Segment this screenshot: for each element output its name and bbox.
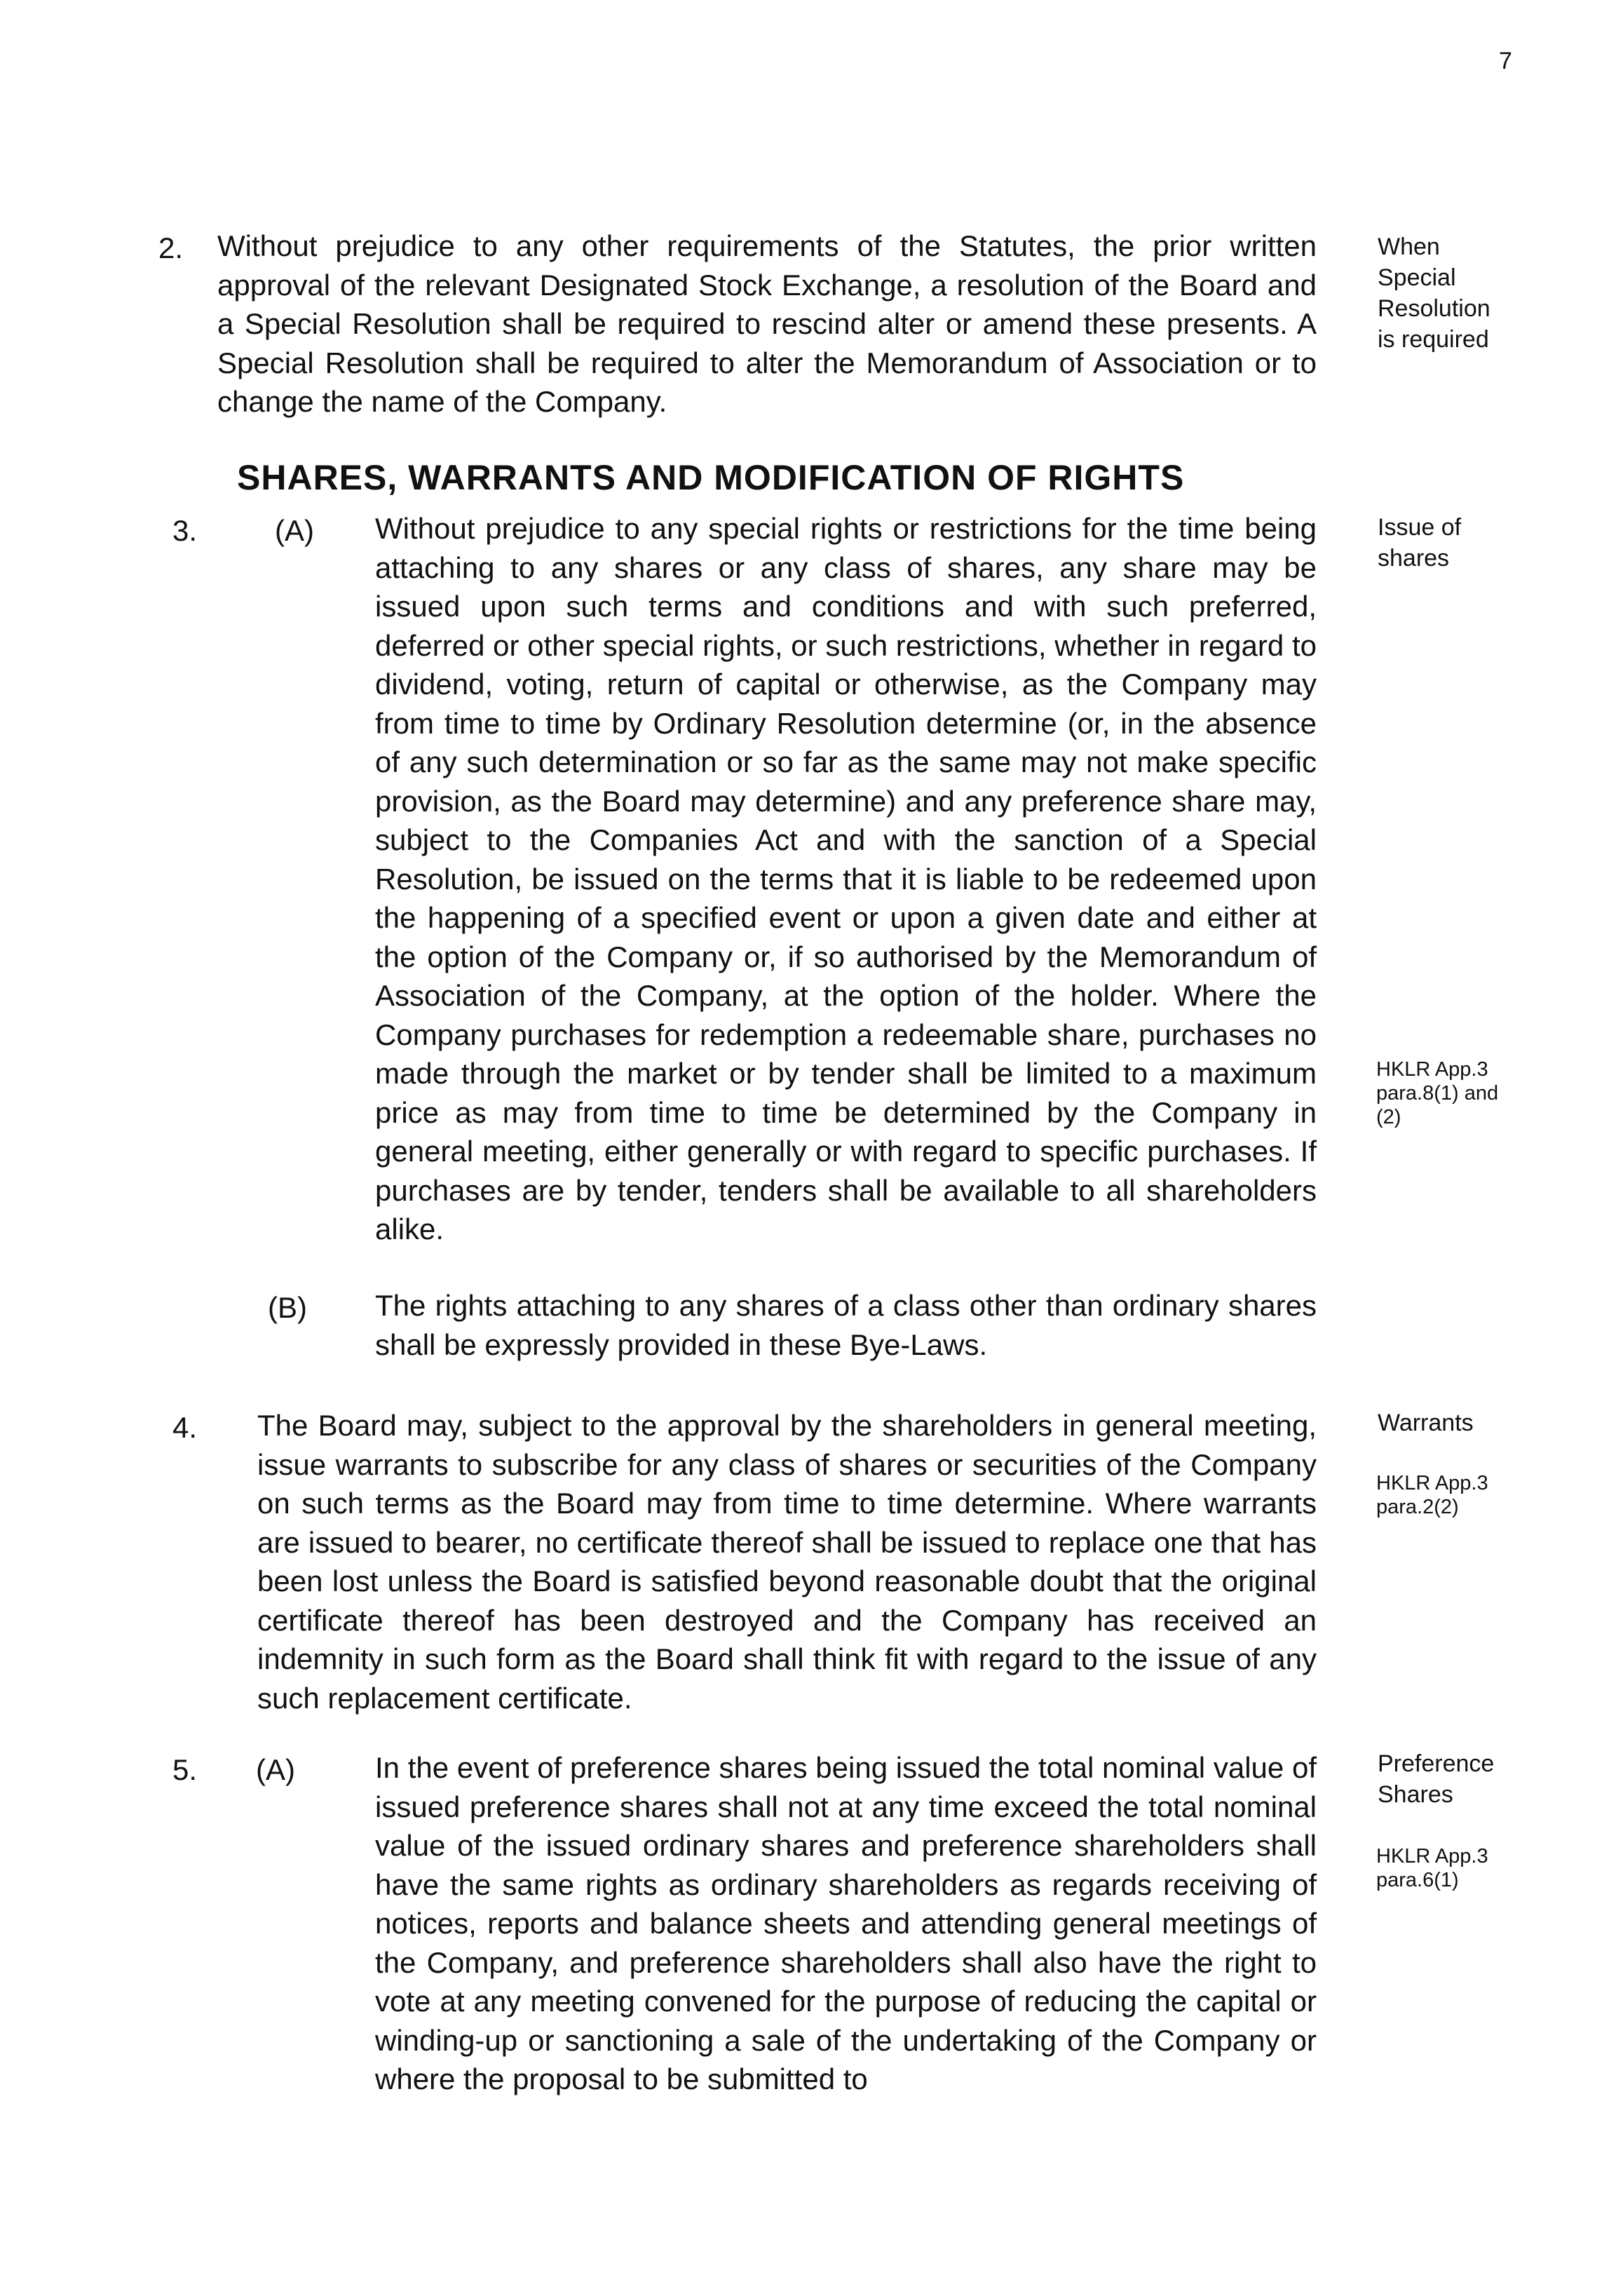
clause-5-margin-ref: HKLR App.3 para.6(1) <box>1376 1845 1488 1891</box>
clause-4-margin-note: Warrants <box>1378 1410 1474 1436</box>
clause-4-number: 4. <box>172 1411 198 1444</box>
clause-2-margin-note: When Special Resolution is required <box>1378 234 1490 353</box>
clause-2-text: Without prejudice to any other requirements of the Statutes, the prior written approval of the relevant Designated Stock Exchange, a resolution of the Board and a Special Resolution shall be required to rescind alter or amend these presents. A Special Resolution shall be required to alter the Memorandum of Association or to change the name of the Company. <box>217 229 1317 418</box>
clause-5-margin-note: Preference Shares <box>1378 1750 1495 1808</box>
page-number: 7 <box>1499 48 1512 74</box>
clause-5a-text: In the event of preference shares being issued the total nominal value of issued preference shares shall not at any time exceed the total nominal value of the issued ordinary shares and preference shareholders shall have the same rights as ordinary shareholders as regards receiving of notices, reports and balance sheets and attending general meetings of the Company, and preference shareholders shall also have the right to vote at any meeting convened for the purpose of reducing the capital or winding-up or sanctioning a sale of the undertaking of the Company or where the proposal to be submitted to <box>375 1751 1317 2095</box>
clause-3b-text: The rights attaching to any shares of a class other than ordinary shares shall be expressly provided in these Bye-Laws. <box>375 1289 1317 1361</box>
clause-3-margin-note: Issue of shares <box>1378 514 1462 572</box>
clause-3-margin-ref: HKLR App.3 para.8(1) and (2) <box>1376 1058 1499 1128</box>
section-heading: SHARES, WARRANTS AND MODIFICATION OF RIGHTS <box>237 458 1185 497</box>
clause-4-margin-ref: HKLR App.3 para.2(2) <box>1376 1472 1488 1518</box>
clause-3-number: 3. <box>172 514 198 547</box>
clause-4-text: The Board may, subject to the approval by the shareholders in general meeting, issue warrants to subscribe for any class of shares or securities of the Company on such terms as the Board may from time to time determine. Where warrants are issued to bearer, no certificate thereof shall be issued to replace one that has been lost unless the Board is satisfied beyond reasonable doubt that the original certificate thereof has been destroyed and the Company has received an indemnity in such form as the Board shall think fit with regard to the issue of any such replacement certificate. <box>257 1409 1317 1715</box>
clause-3a-text: Without prejudice to any special rights or restrictions for the time being attaching to any shares or any class of shares, any share may be issued upon such terms and conditions and with such preferred, deferred or other special rights, or such restrictions, whether in regard to dividend, voting, return of capital or otherwise, as the Company may from time to time by Ordinary Resolution determine (or, in the absence of any such determination or so far as the same may not make specific provision, as the Board may determine) and any preference share may, subject to the Companies Act and with the sanction of a Special Resolution, be issued on the terms that it is liable to be redeemed upon the happening of a specified event or upon a given date and either at the option of the Company or, if so authorised by the Memorandum of Association of the Company, at the option of the holder. Where the Company purchases for redemption a redeemable share, purchases no made through the market or by tender shall be limited to a maximum price as may from time to time be determined by the Company in general meeting, either generally or with regard to specific purchases. If purchases are by tender, tenders shall be available to all shareholders alike. <box>375 512 1317 1245</box>
clause-5a-label: (A) <box>256 1753 295 1786</box>
clause-3a-label: (A) <box>275 514 314 547</box>
clause-2-number: 2. <box>158 231 184 264</box>
clause-5-number: 5. <box>172 1753 198 1786</box>
clause-3b-label: (B) <box>268 1291 307 1324</box>
